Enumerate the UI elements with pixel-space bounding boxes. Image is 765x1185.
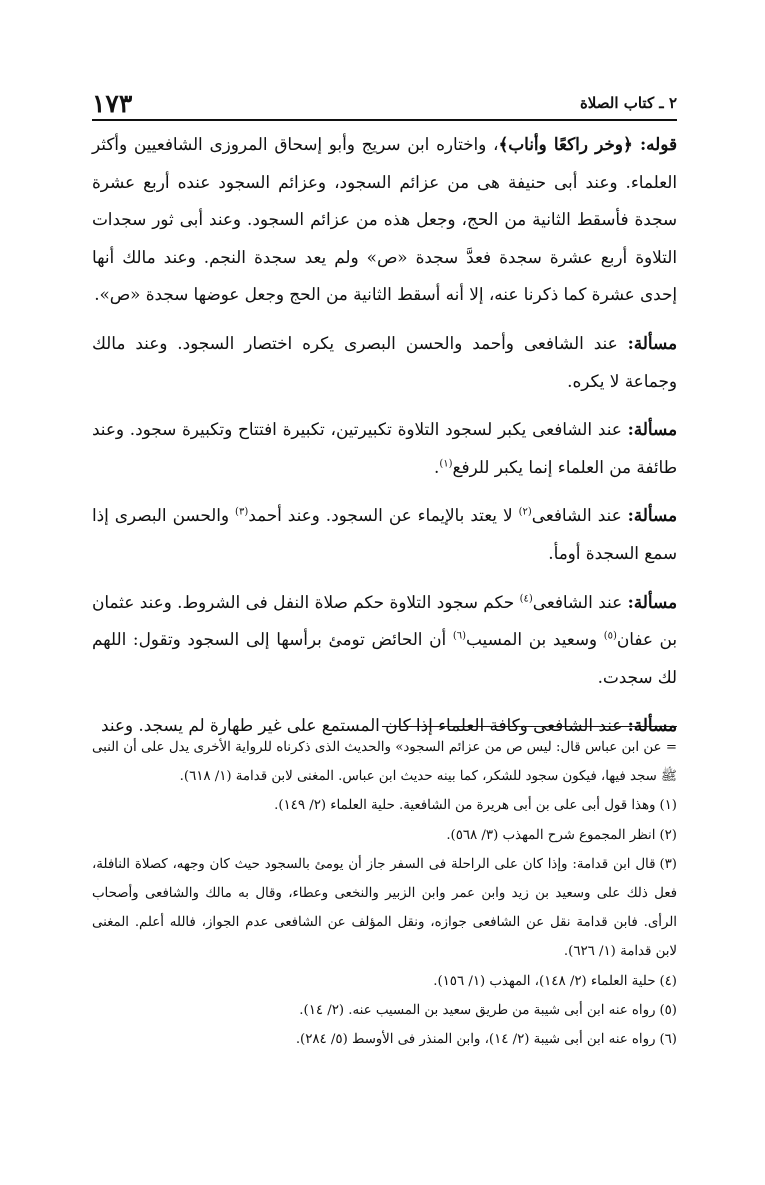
footnote-number: (٤) bbox=[659, 973, 677, 989]
footnote-text: وهذا قول أبى على بن أبى هريرة من الشافعية. حلية العلماء (٢/ ١٤٩). bbox=[274, 798, 656, 814]
issue-keyword: مسألة: bbox=[627, 715, 677, 736]
footnote-ref: (٤) bbox=[519, 592, 533, 604]
paragraph-text: عند الشافعى وكافة العلماء إذا كان المستمع على غير طهارة لم يسجد. وعند bbox=[101, 715, 628, 736]
issue-keyword: مسألة: bbox=[627, 591, 677, 612]
chapter-title: ٢ ـ كتاب الصلاة bbox=[579, 94, 677, 112]
footnote-text: انظر المجموع شرح المهذب (٣/ ٥٦٨). bbox=[446, 827, 656, 843]
footnote-text: رواه عنه ابن أبى شيبة (٢/ ١٤)، وابن المنذر فى الأوسط (٥/ ٢٨٤). bbox=[295, 1032, 656, 1048]
quran-quote: ﴿وخر راكعًا وأناب﴾ bbox=[498, 134, 633, 154]
running-header bbox=[92, 86, 677, 120]
footnote-number: (٣) bbox=[659, 856, 677, 872]
issue-keyword: مسألة: bbox=[627, 419, 677, 440]
header-divider bbox=[92, 119, 677, 121]
paragraph-4 bbox=[92, 497, 677, 572]
page-number: ١٧٣ bbox=[92, 88, 133, 118]
paragraph-text: والحسن البصرى إذا سمع السجدة أومأ. bbox=[92, 505, 677, 563]
footnote-text: حلية العلماء (٢/ ١٤٨)، المهذب (١/ ١٥٦). bbox=[433, 973, 656, 989]
footnote-number: (٢) bbox=[659, 827, 677, 843]
footnote-1 bbox=[92, 791, 677, 820]
footnote-text: قال ابن قدامة: وإذا كان على الراحلة فى السفر جاز أن يومئ بالسجود حيث كان وجهه، كصلاة النافلة، فعل ذلك على وسعيد بن زيد وابن عمر وابن الزبير والنخعى وعطاء، وقال به مالك والشافعى وأصحاب الرأى. فابن قدامة نقل عن الشافعى جوازه، ونقل المؤلف عن الشافعى عدم الجواز، فالله أعلم. المغنى لابن قدامة (١/ ٦٢٦). bbox=[92, 856, 677, 960]
issue-keyword: مسألة: bbox=[627, 505, 677, 526]
footnotes bbox=[92, 733, 677, 1054]
issue-keyword: مسألة: bbox=[627, 332, 677, 353]
paragraph-text: حكم سجود التلاوة حكم صلاة النفل فى الشروط. وعند عثمان بن عفان bbox=[92, 591, 677, 650]
footnote-text: رواه عنه ابن أبى شيبة من طريق سعيد بن المسيب عنه. (٢/ ١٤). bbox=[299, 1002, 656, 1018]
paragraph-text: عند الشافعى bbox=[531, 505, 628, 526]
paragraph-1 bbox=[92, 126, 677, 314]
footnote-3 bbox=[92, 850, 677, 967]
paragraph-2 bbox=[92, 325, 677, 400]
footnote-number: (١) bbox=[659, 798, 677, 814]
footnote-2 bbox=[92, 821, 677, 850]
footnote-5 bbox=[92, 996, 677, 1025]
paragraph-lead: قوله: bbox=[632, 134, 677, 154]
paragraph-text: ، واختاره ابن سريج وأبو إسحاق المروزى الشافعيين وأكثر العلماء. وعند أبى حنيفة هى من عزائم السجود، وعزائم السجود عنده أربع عشرة سجدة فأسقط الثانية من الحج، وجعل هذه من عزائم السجود. وعند أبى ثور سجدات التلاوة أربع عشرة سجدة فعدَّ سجدة «ص» ولم يعد سجدة النجم. وعند مالك أنها إحدى عشرة كما ذكرنا عنه، إلا أنه أسقط الثانية من الحج وجعل عوضها سجدة «ص». bbox=[92, 134, 677, 305]
footnote-ref: (٦) bbox=[452, 630, 467, 642]
footnote-number: (٦) bbox=[659, 1032, 677, 1048]
footnote-number: (٥) bbox=[659, 1002, 677, 1018]
footnote-ref: (٢) bbox=[518, 506, 532, 518]
paragraph-text: أن الحائض تومئ برأسها إلى السجود وتقول: اللهم لك سجدت. bbox=[92, 629, 677, 687]
paragraph-text: عند الشافعى يكبر لسجود التلاوة تكبيرتين، تكبيرة افتتاح وتكبيرة سجود. وعند طائفة من العلماء إنما يكبر للرفع bbox=[92, 419, 677, 477]
footnote-ref: (١) bbox=[439, 458, 453, 470]
footnote-6 bbox=[92, 1025, 677, 1054]
paragraph-text: لا يعتد بالإيماء عن السجود. وعند أحمد bbox=[248, 505, 519, 526]
footnote-4 bbox=[92, 967, 677, 996]
paragraph-text: عند الشافعى bbox=[532, 591, 628, 612]
footnote-divider bbox=[382, 726, 677, 727]
paragraph-text: عند الشافعى وأحمد والحسن البصرى يكره اختصار السجود. وعند مالك وجماعة لا يكره. bbox=[92, 332, 677, 391]
paragraph-text: وسعيد بن المسيب bbox=[466, 629, 604, 650]
main-text bbox=[92, 126, 677, 756]
paragraph-5 bbox=[92, 584, 677, 697]
paragraph-3 bbox=[92, 411, 677, 486]
footnote-continuation: = عن ابن عباس قال: ليس ص من عزائم السجود» والحديث الذى ذكرناه للرواية الأخرى يدل على أن النبى ﷺ سجد فيها، فيكون سجود للشكر، كما بينه حديث ابن عباس. المغنى لابن قدامة (١/ ٦١٨). bbox=[92, 740, 677, 785]
footnote-ref: (٥) bbox=[603, 630, 617, 642]
paragraph-end: . bbox=[433, 456, 440, 477]
footnote-ref: (٣) bbox=[235, 506, 249, 518]
